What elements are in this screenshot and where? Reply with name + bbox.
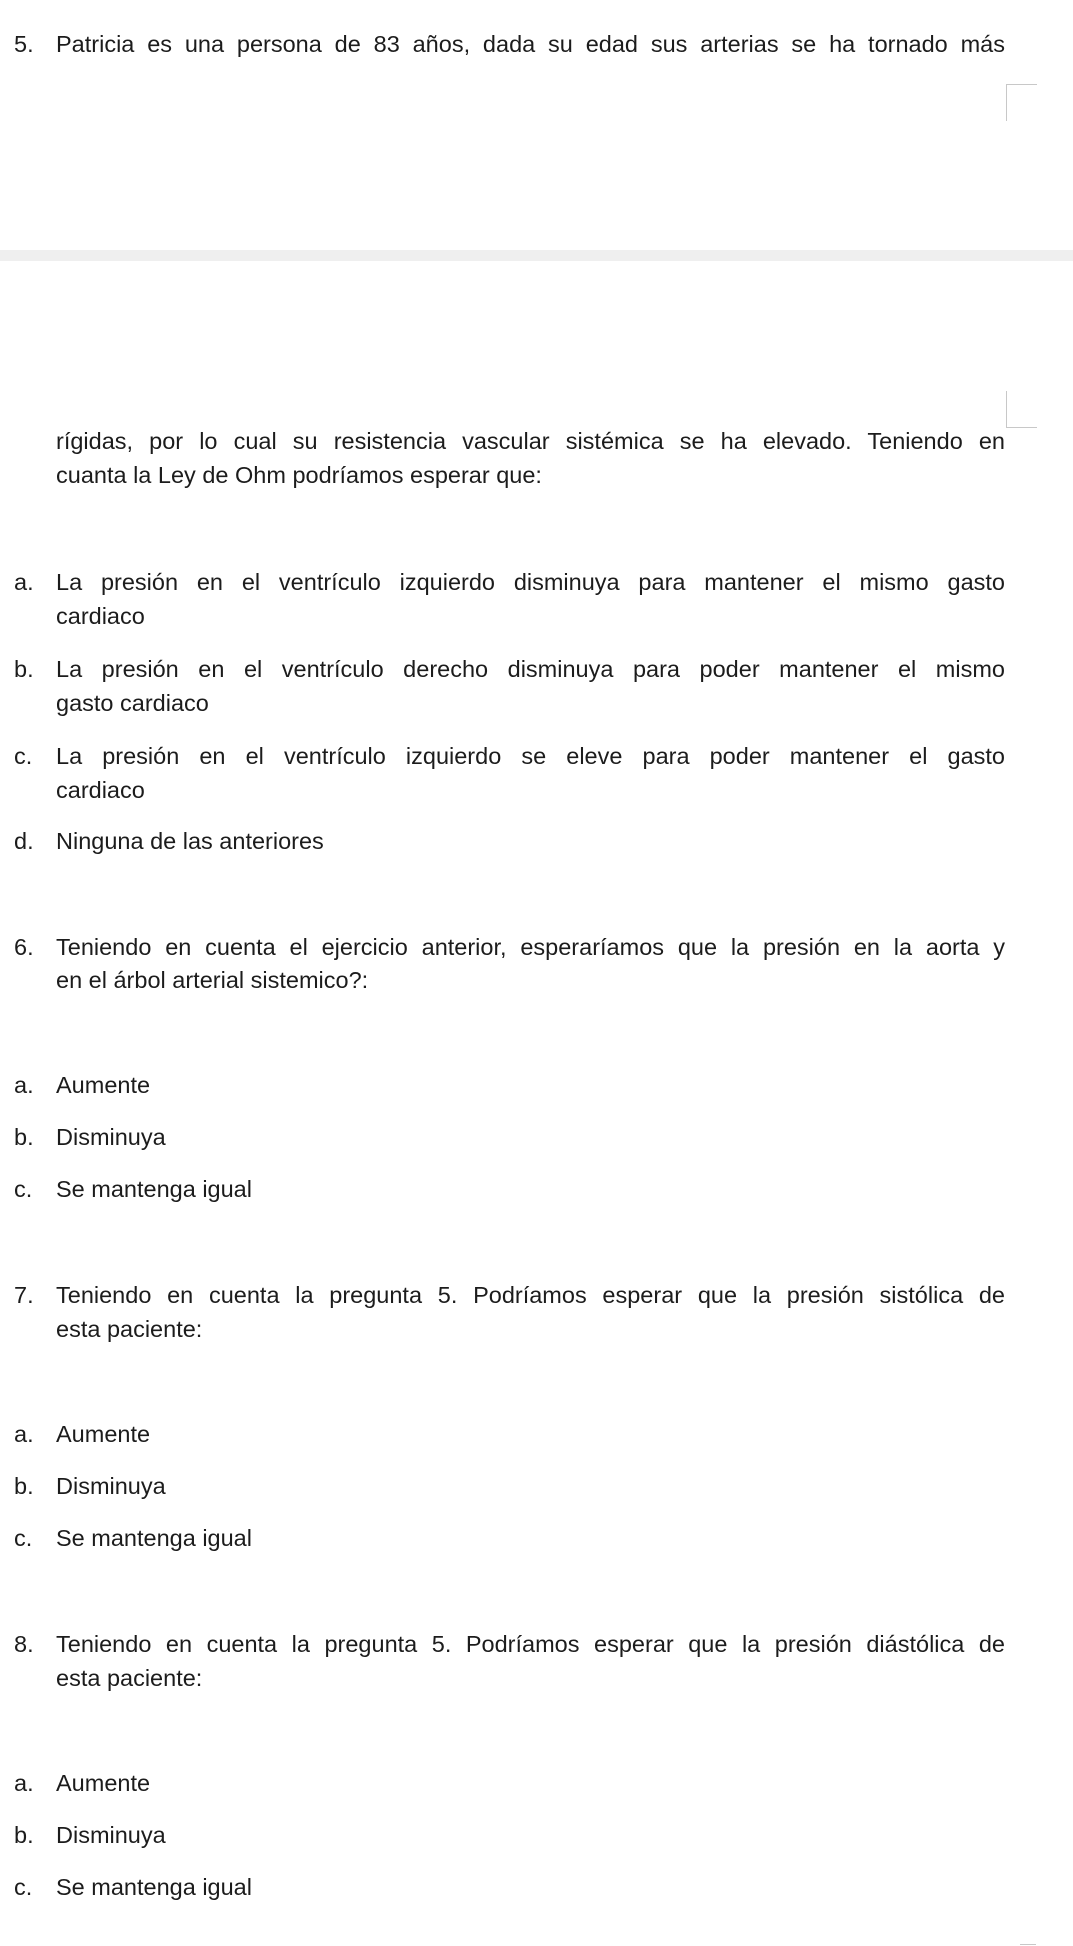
option-text-continued: cardiaco (56, 603, 145, 629)
question-6-number: 6. (14, 934, 34, 960)
option-text: Se mantenga igual (56, 1525, 252, 1551)
option-letter: b. (14, 1124, 34, 1150)
option-text: La presión en el ventrículo derecho disminuya para poder mantener el mismo (56, 656, 1005, 682)
question-6-line-2: en el árbol arterial sistemico?: (56, 967, 369, 993)
option-text: Ninguna de las anteriores (56, 828, 324, 854)
option-text: Disminuya (56, 1822, 166, 1848)
option-text-continued: cardiaco (56, 777, 145, 803)
option-text-continued: gasto cardiaco (56, 690, 209, 716)
question-5-text: rígidas, por lo cual su resistencia vascular sistémica se ha elevado. Teniendo en (56, 428, 1005, 454)
question-5-line-3: cuanta la Ley de Ohm podríamos esperar que: (56, 462, 542, 488)
option-letter: a. (14, 1072, 34, 1098)
option-text: Se mantenga igual (56, 1874, 252, 1900)
question-5-number: 5. (14, 31, 34, 57)
option-letter: c. (14, 1525, 33, 1551)
question-7-line-2: esta paciente: (56, 1316, 203, 1342)
question-7-text: Teniendo en cuenta la pregunta 5. Podríamos esperar que la presión sistólica de (56, 1282, 1005, 1308)
option-text: Aumente (56, 1421, 151, 1447)
option-letter: b. (14, 1822, 34, 1848)
page-corner-mark (1006, 84, 1037, 121)
page-corner-mark (1006, 391, 1037, 428)
option-letter: a. (14, 1770, 34, 1796)
question-5-text: Patricia es una persona de 83 años, dada su edad sus arterias se ha tornado más (56, 31, 1005, 57)
question-8-line-2: esta paciente: (56, 1665, 203, 1691)
question-8-number: 8. (14, 1631, 34, 1657)
option-letter: a. (14, 1421, 34, 1447)
option-letter: c. (14, 1176, 33, 1202)
option-letter: c. (14, 743, 33, 769)
option-text: La presión en el ventrículo izquierdo se eleve para poder mantener el gasto (56, 743, 1005, 769)
option-text: La presión en el ventrículo izquierdo disminuya para mantener el mismo gasto (56, 569, 1005, 595)
question-7-number: 7. (14, 1282, 34, 1308)
page-corner-mark (1020, 1944, 1036, 1945)
option-text: Se mantenga igual (56, 1176, 252, 1202)
page-separator (0, 250, 1073, 261)
question-6-text: Teniendo en cuenta el ejercicio anterior, esperaríamos que la presión en la aorta y (56, 934, 1005, 960)
option-text: Disminuya (56, 1473, 166, 1499)
option-letter: b. (14, 1473, 34, 1499)
option-text: Aumente (56, 1770, 151, 1796)
option-text: Aumente (56, 1072, 151, 1098)
option-letter: a. (14, 569, 34, 595)
question-8-text: Teniendo en cuenta la pregunta 5. Podríamos esperar que la presión diástólica de (56, 1631, 1005, 1657)
option-letter: b. (14, 656, 34, 682)
option-text: Disminuya (56, 1124, 166, 1150)
option-letter: d. (14, 828, 34, 854)
option-letter: c. (14, 1874, 33, 1900)
